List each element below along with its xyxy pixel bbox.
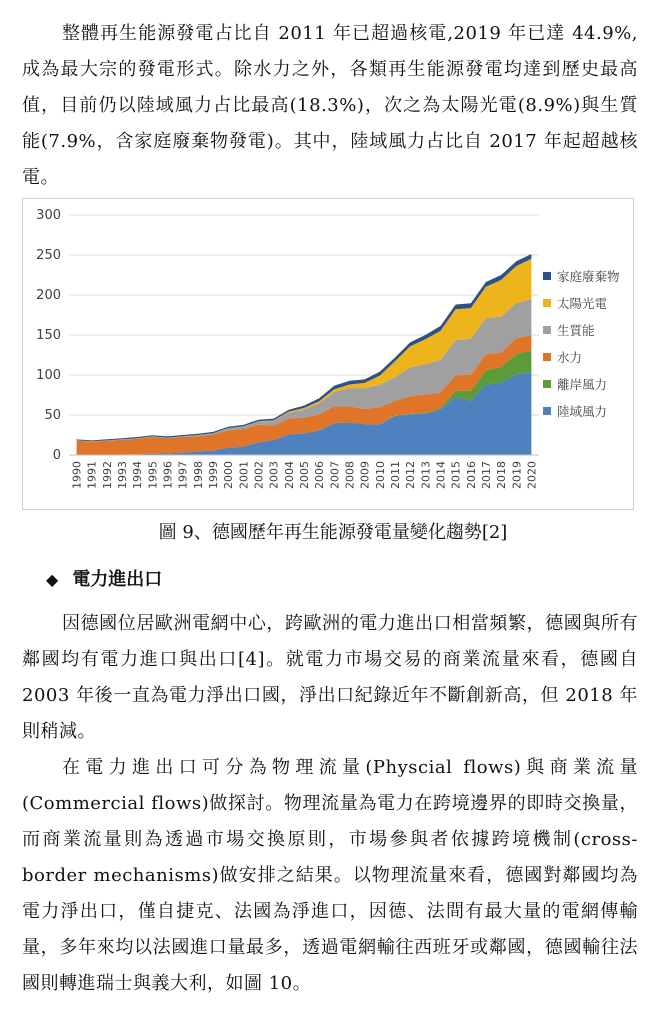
x-tick-label: 2017 xyxy=(479,461,493,489)
y-tick-label: 100 xyxy=(36,368,61,383)
x-tick-label: 1997 xyxy=(176,461,190,489)
legend-swatch xyxy=(543,407,551,415)
x-tick-label: 2007 xyxy=(328,461,342,489)
legend-label: 生質能 xyxy=(557,323,595,338)
x-tick-label: 2006 xyxy=(313,461,327,489)
legend-swatch xyxy=(543,272,551,280)
x-tick-label: 2012 xyxy=(404,461,418,489)
legend-label: 太陽光電 xyxy=(557,296,608,311)
diamond-bullet-icon: ◆ xyxy=(46,570,59,589)
x-tick-label: 2004 xyxy=(282,461,296,489)
x-tick-label: 1992 xyxy=(100,461,114,489)
renewable-chart-svg xyxy=(23,199,633,509)
flows-paragraph: 在電力進出口可分為物理流量(Physcial flows)與商業流量(Commercial flows)做探討。物理流量為電力在跨境邊界的即時交換量，而商業流量則為透過市場交換原則，市場參與者依據跨境機制(cross-border mechanisms)做安排之結果。以物理流量來看，德國對鄰國均為電力淨出口，僅自捷克、法國為淨進口，因德、法間有最大量的電網傳輸量，多年來均以法國進口量最多，透過電網輸往西班牙或鄰國，德國輸往法國則轉進瑞士與義大利，如圖 10。 xyxy=(22,757,638,994)
intro-paragraph: 整體再生能源發電占比自 2011 年已超過核電,2019 年已達 44.9%,成為最大宗的發電形式。除水力之外，各類再生能源發電均達到歷史最高值，目前仍以陸域風力占比最高(18.3%)，次之為太陽光電(8.9%)與生質能(7.9%，含家庭廢棄物發電)。其中，陸域風力占比自 2017 年起超越核電。 xyxy=(22,23,638,188)
section-heading xyxy=(46,566,162,594)
legend-label: 水力 xyxy=(557,350,583,365)
x-tick-label: 2015 xyxy=(449,461,463,489)
x-tick-label: 2008 xyxy=(343,461,357,489)
figure-caption: 圖 9、德國歷年再生能源發電量變化趨勢[2] xyxy=(158,522,508,543)
trade-paragraph: 因德國位居歐洲電網中心，跨歐洲的電力進出口相當頻繁，德國與所有鄰國均有電力進口與出口[4]。就電力市場交易的商業流量來看，德國自 2003 年後一直為電力淨出口國，淨出口紀錄近年不斷創新高，但 2018 年則稍減。 xyxy=(22,613,638,742)
x-tick-label: 2011 xyxy=(388,461,402,489)
renewable-chart xyxy=(22,198,634,510)
x-tick-label: 1994 xyxy=(131,461,145,489)
y-tick-label: 250 xyxy=(36,248,61,263)
x-tick-label: 1990 xyxy=(70,461,84,489)
x-tick-label: 2003 xyxy=(267,461,281,489)
y-tick-label: 200 xyxy=(36,288,61,303)
x-tick-label: 2014 xyxy=(434,461,448,489)
legend-swatch xyxy=(543,353,551,361)
legend-swatch xyxy=(543,299,551,307)
legend-label: 離岸風力 xyxy=(557,377,608,392)
x-tick-label: 1993 xyxy=(116,461,130,489)
x-tick-label: 2018 xyxy=(495,461,509,489)
section-heading-text: 電力進出口 xyxy=(72,569,163,590)
y-tick-label: 50 xyxy=(44,408,61,423)
y-tick-label: 150 xyxy=(36,328,61,343)
x-tick-label: 2020 xyxy=(525,461,539,489)
y-tick-label: 0 xyxy=(52,448,61,463)
x-tick-label: 1999 xyxy=(207,461,221,489)
x-tick-label: 1995 xyxy=(146,461,160,489)
x-tick-label: 2009 xyxy=(358,461,372,489)
x-tick-label: 2000 xyxy=(222,461,236,489)
x-tick-label: 2001 xyxy=(237,461,251,489)
x-tick-label: 2010 xyxy=(373,461,387,489)
x-tick-label: 2013 xyxy=(419,461,433,489)
x-tick-label: 2016 xyxy=(464,461,478,489)
x-tick-label: 2019 xyxy=(510,461,524,489)
x-tick-label: 1991 xyxy=(85,461,99,489)
legend-swatch xyxy=(543,326,551,334)
x-tick-label: 1996 xyxy=(161,461,175,489)
x-tick-label: 1998 xyxy=(191,461,205,489)
x-tick-label: 2005 xyxy=(298,461,311,489)
y-tick-label: 300 xyxy=(36,208,61,223)
legend-swatch xyxy=(543,380,551,388)
legend-label: 陸域風力 xyxy=(557,404,608,419)
legend-label: 家庭廢棄物 xyxy=(557,269,620,284)
x-tick-label: 2002 xyxy=(252,461,266,489)
